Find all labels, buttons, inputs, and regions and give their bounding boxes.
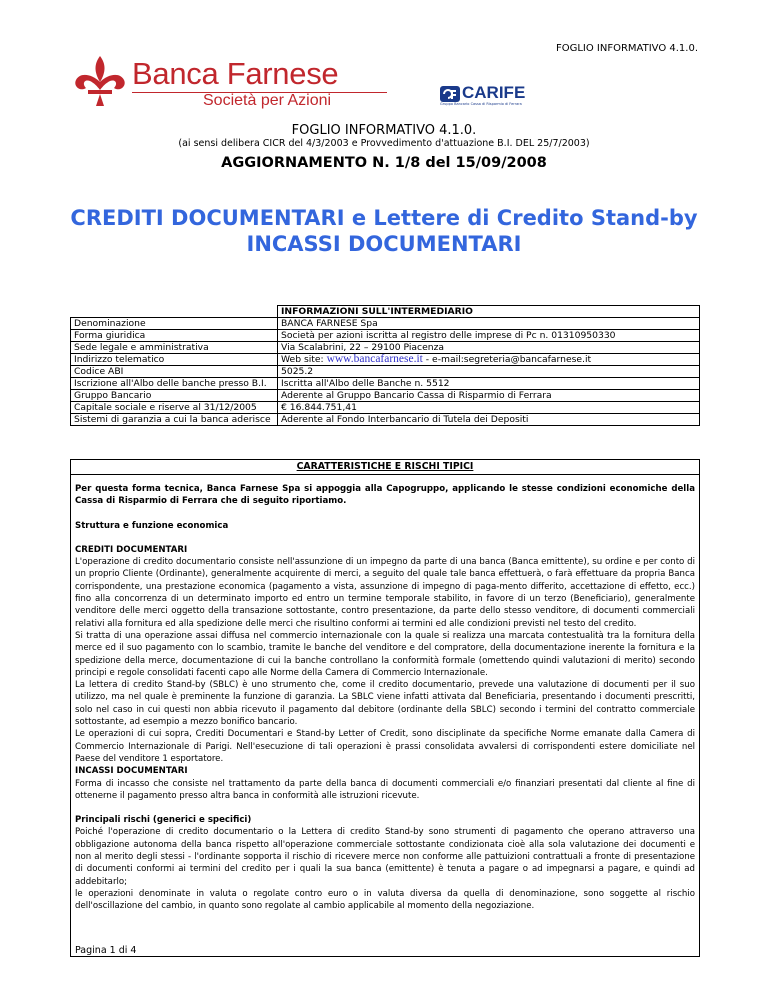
main-title-line2: INCASSI DOCUMENTARI <box>246 232 522 256</box>
carife-name: CARIFE <box>462 83 526 102</box>
main-title <box>0 205 768 257</box>
info-value: Società per azioni iscritta al registro delle imprese di Pc n. 01310950330 <box>278 330 700 342</box>
paragraph: Poiché l'operazione di credito documentario o la Lettera di credito Stand-by sono strumenti di pagamento che operano attraverso una obbligazione autonoma della banca rispetto all'operazione commerciale sottostante condizionata cioè alla sola valutazione dei documenti e non al merito degli stessi - l'ordinante sopporta il rischio di ricevere merce non conforme alle pattuizioni contrattuali a fronte di presentazione di documenti conformi ai termini del credito per i quali la sua banca (emittente) è tenuta a pagare o ad impegnarsi a pagare, e quindi ad addebitarlo; <box>75 827 695 887</box>
email-text[interactable]: - e-mail:segreteria@bancafarnese.it <box>422 354 592 365</box>
table-row <box>71 330 700 342</box>
paragraph: La lettera di credito Stand-by (SBLC) è uno strumento che, come il credito documentario, prevede una valutazione di documenti per il suo utilizzo, ma nel quale è preminente la funzione di garanzia. La SBLC viene infatti attivata dal Beneficiaria, presentando i documenti prescritti, solo nel caso in cui questi non abbia ricevuto il pagamento dal debitore (ordinante della SBLC) secondo i termini del contratto commerciale sottostante, ad esempio a mezzo bonifico bancario. <box>75 680 695 728</box>
info-value: Iscritta all'Albo delle Banche n. 5512 <box>278 378 700 390</box>
paragraph: Le operazioni di cui sopra, Crediti Documentari e Stand-by Letter of Credit, sono disciplinate da specifiche Norme emanate dalla Camera di Commercio Internazionale di Parigi. Nell'esecuzione di tali operazioni è prassi consolidata avvalersi di corrispondenti estere domiciliate nel Paese del venditore 1 esportatore. <box>75 729 695 764</box>
main-title-line1: CREDITI DOCUMENTARI e Lettere di Credito Stand-by <box>70 206 698 230</box>
website-link[interactable]: www.bancafarnese.it <box>326 353 423 365</box>
paragraph: le operazioni denominate in valuta o regolate contro euro o in valuta diversa da quella di denominazione, sono soggette al rischio dell'oscillazione del cambio, in quanto sono regolate al cambio applicabile al momento della negoziazione. <box>75 888 695 912</box>
logo-bank-name: Banca Farnese <box>132 56 339 91</box>
info-value: Via Scalabrini, 22 – 29100 Piacenza <box>278 342 700 354</box>
struttura-title: Struttura e funzione economica <box>75 520 229 531</box>
risks-body <box>71 475 699 913</box>
table-row <box>71 414 700 426</box>
fleur-de-lis-icon <box>70 52 130 108</box>
intermediary-info-table <box>70 305 700 426</box>
risks-header: CARATTERISTICHE E RISCHI TIPICI <box>71 460 699 475</box>
header-doc-code: FOGLIO INFORMATIVO 4.1.0. <box>555 43 698 54</box>
table-row <box>71 354 700 366</box>
info-label: Sede legale e amministrativa <box>71 342 278 354</box>
carife-mark-icon <box>440 86 460 102</box>
info-value-web <box>278 354 700 366</box>
info-label: Forma giuridica <box>71 330 278 342</box>
crediti-title: CREDITI DOCUMENTARI <box>75 544 188 555</box>
incassi-title: INCASSI DOCUMENTARI <box>75 766 188 777</box>
carife-logo <box>440 83 562 106</box>
principali-rischi-title: Principali rischi (generici e specifici) <box>75 815 252 826</box>
table-row <box>71 342 700 354</box>
paragraph: L'operazione di credito documentario consiste nell'assunzione di un impegno da parte di una banca (Banca emittente), su ordine e per conto di un proprio Cliente (Ordinante), generalmente acquirente di merci, a seguito del quale tale banca effettuerà, o farà effettuare da propria Banca corrispondente, una prestazione economica (pagamento a vista, assunzione di impegno di paga-mento differito, accettazione di effetto, ecc.) fino alla concorrenza di un determinato importo ed entro un termine temporale stabilito, in favore di un terzo (Beneficiario), generalmente venditore delle merci oggetto della transazione sottostante, contro presentazione, da parte dello stesso venditore, di documenti commerciali relativi alla fornitura ed alla spedizione delle merci che risultino conformi ai termini ed alle condizioni previsti nel testo del credito. <box>75 557 695 629</box>
table-row <box>71 366 700 378</box>
info-label: Sistemi di garanzia a cui la banca aderisce <box>71 414 278 426</box>
info-value: 5025.2 <box>278 366 700 378</box>
info-value: € 16.844.751,41 <box>278 402 700 414</box>
web-prefix: Web site: <box>281 354 327 365</box>
risks-section <box>70 459 700 957</box>
info-table-header: INFORMAZIONI SULL'INTERMEDIARIO <box>278 306 700 318</box>
info-label: Iscrizione all'Albo delle banche presso B.I. <box>71 378 278 390</box>
banca-farnese-logo <box>70 52 370 112</box>
paragraph: Forma di incasso che consiste nel trattamento da parte della banca di documenti commerciali e/o finanziari presentati dal cliente al fine di ottenerne il pagamento presso altra banca in conformità alle istruzioni ricevute. <box>75 778 695 801</box>
logo-bank-subtitle: Società per Azioni <box>203 92 332 109</box>
info-value: BANCA FARNESE Spa <box>278 318 700 330</box>
aggiornamento-title: AGGIORNAMENTO N. 1/8 del 15/09/2008 <box>221 155 547 171</box>
risks-intro: Per questa forma tecnica, Banca Farnese Spa si appoggia alla Capogruppo, applicando le stesse condizioni economiche della Cassa di Risparmio di Ferrara che di seguito riportiamo. <box>75 484 695 507</box>
info-label: Capitale sociale e riserve al 31/12/2005 <box>71 402 278 414</box>
info-label: Denominazione <box>71 318 278 330</box>
table-row <box>71 318 700 330</box>
table-row <box>71 378 700 390</box>
page-number: Pagina 1 di 4 <box>75 945 137 956</box>
paragraph: Si tratta di una operazione assai diffusa nel commercio internazionale con la quale si realizza una marcata contestualità tra la fornitura della merce ed il suo pagamento con lo scambio, tramite le banche del venditore e del compratore, della documentazione inerente la fornitura e la spedizione della merce, documentazione di cui la banche controllano la conformità formale (omettendo quindi valutazioni di merito) secondo principi e regole consolidati facenti capo alle Norme della Camera di Commercio Internazionale. <box>75 630 695 678</box>
info-value: Aderente al Gruppo Bancario Cassa di Risparmio di Ferrara <box>278 390 700 402</box>
info-label: Gruppo Bancario <box>71 390 278 402</box>
table-row <box>71 390 700 402</box>
table-row <box>71 402 700 414</box>
carife-subtitle: Gruppo Bancario Cassa di Risparmio di Ferrara <box>440 102 522 106</box>
foglio-title: FOGLIO INFORMATIVO 4.1.0. <box>291 123 477 138</box>
info-label: Indirizzo telematico <box>71 354 278 366</box>
info-value: Aderente al Fondo Interbancario di Tutela dei Depositi <box>278 414 700 426</box>
info-label: Codice ABI <box>71 366 278 378</box>
norme-reference: (ai sensi delibera CICR del 4/3/2003 e Provvedimento d'attuazione B.I. DEL 25/7/2003) <box>178 138 590 149</box>
